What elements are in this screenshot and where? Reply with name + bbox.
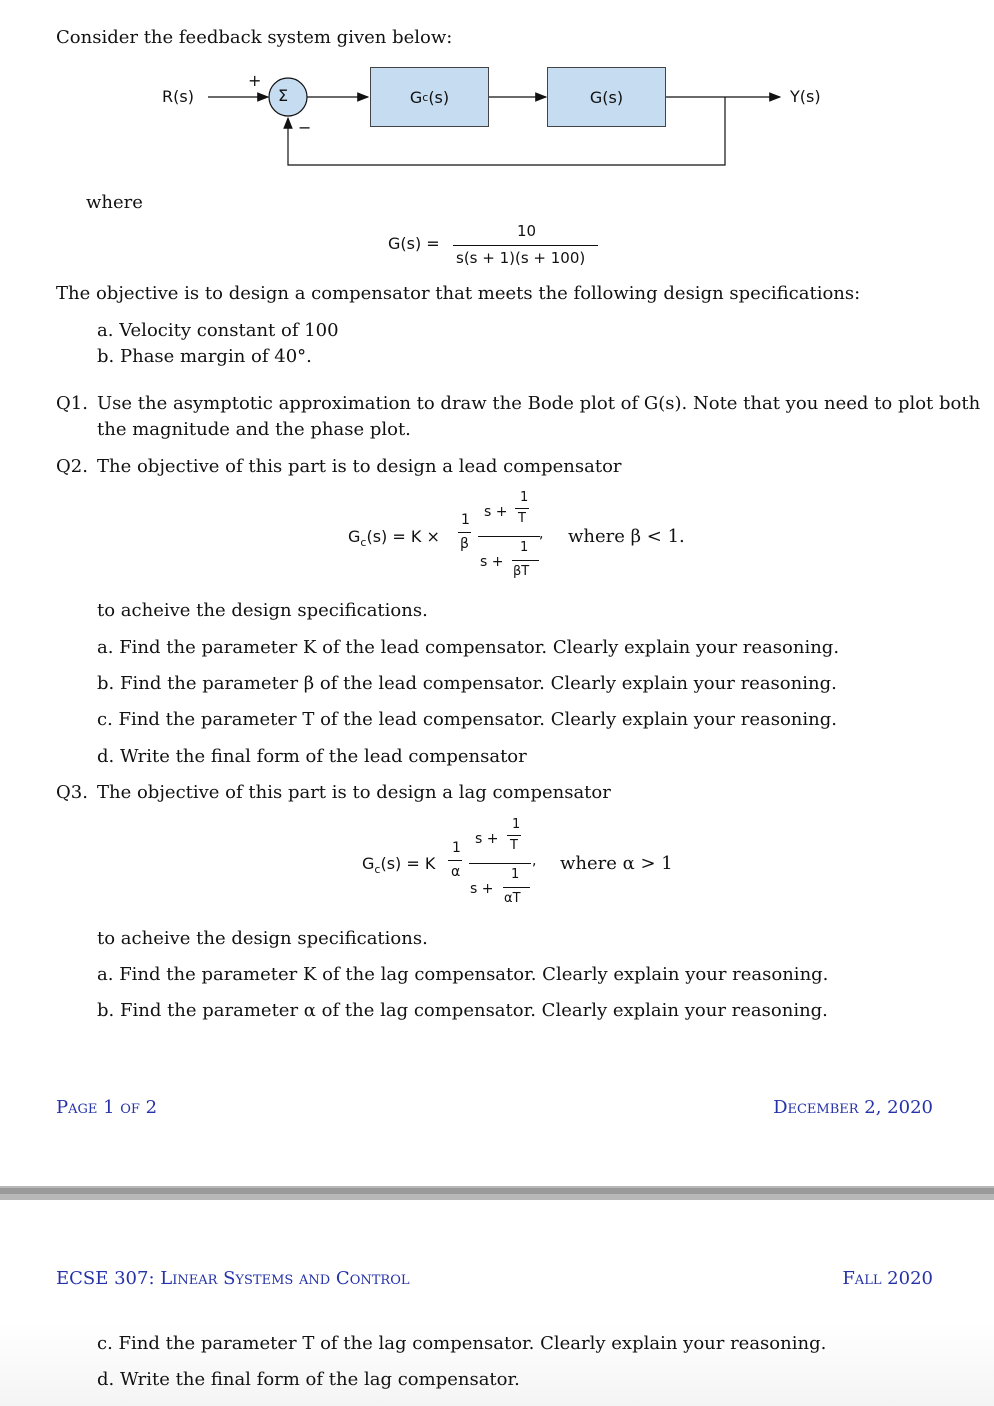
output-label: Y(s): [790, 87, 821, 106]
q1-mark: Q1.: [56, 393, 88, 414]
q1-line1: Use the asymptotic approximation to draw the Bode plot of G(s). Note that you need to plot both: [97, 393, 981, 414]
q3-mark: Q3.: [56, 782, 88, 803]
lead-main-bar: [478, 536, 540, 537]
spec-a: a. Velocity constant of 100: [97, 320, 339, 341]
lead-condition: where β < 1.: [568, 526, 685, 547]
objective-text: The objective is to design a compensator that meets the following design specifications:: [56, 283, 861, 304]
lag-den-alphaT: αT: [504, 891, 521, 906]
q2-item-c: c. Find the parameter T of the lead compensator. Clearly explain your reasoning.: [97, 709, 837, 730]
page-number: Page 1 of 2: [56, 1097, 158, 1118]
plant-denominator: s(s + 1)(s + 100): [456, 249, 586, 267]
lag-num-s: s +: [475, 831, 499, 847]
q3-after: to acheive the design specifications.: [97, 928, 428, 949]
term-header: Fall 2020: [842, 1268, 933, 1289]
q3-item-b: b. Find the parameter α of the lag compensator. Clearly explain your reasoning.: [97, 1000, 828, 1021]
lead-den-bar: [512, 560, 539, 561]
lead-inv-beta-bar: [458, 532, 471, 533]
lead-num-T: T: [518, 511, 526, 526]
lag-condition: where α > 1: [560, 853, 673, 874]
spec-b: b. Phase margin of 40°.: [97, 346, 312, 367]
lead-num-bar: [515, 508, 529, 509]
plant-label: G(s): [589, 87, 624, 107]
q3-text: The objective of this part is to design a lag compensator: [97, 782, 611, 803]
lag-inv-alpha-bar: [448, 860, 462, 861]
q3-item-c: c. Find the parameter T of the lag compensator. Clearly explain your reasoning.: [97, 1333, 827, 1354]
compensator-label: G c (s): [409, 87, 450, 107]
plant-lhs: G(s) =: [388, 234, 440, 253]
lag-comma: ,: [532, 853, 537, 869]
q2-item-d: d. Write the final form of the lead compensator: [97, 746, 527, 767]
lag-num-T: T: [510, 838, 518, 853]
lag-den-s: s +: [470, 881, 494, 897]
lag-lhs: $G_c(s) = K$: [362, 854, 436, 877]
lead-den-s: s +: [480, 554, 504, 570]
q1-line2: the magnitude and the phase plot.: [97, 419, 411, 440]
lag-num-one: 1: [512, 817, 521, 832]
q2-mark: Q2.: [56, 456, 88, 477]
plant-block: [547, 67, 666, 127]
lead-num-one: 1: [520, 490, 529, 505]
lag-den-one: 1: [511, 867, 520, 882]
lag-inv-alpha-den: α: [451, 864, 461, 880]
q2-item-b: b. Find the parameter β of the lead compensator. Clearly explain your reasoning.: [97, 673, 837, 694]
compensator-block: [370, 67, 489, 127]
lead-den-one: 1: [520, 540, 529, 555]
intro-text: Consider the feedback system given below:: [56, 27, 453, 48]
lead-inv-beta-den: β: [460, 536, 469, 552]
diagram-wires: [0, 50, 994, 230]
minus-sign: −: [298, 118, 312, 137]
page-separator: [0, 1186, 994, 1200]
plant-fraction-bar: [453, 245, 598, 246]
lead-num-s: s +: [484, 504, 508, 520]
lead-comma: ,: [539, 526, 544, 542]
lag-den-bar: [503, 887, 530, 888]
q2-text: The objective of this part is to design a lead compensator: [97, 456, 622, 477]
lead-inv-beta-num: 1: [461, 512, 470, 528]
where-label: where: [86, 192, 143, 213]
plant-numerator: 10: [517, 222, 537, 240]
page-date: December 2, 2020: [773, 1097, 933, 1118]
input-label: R(s): [162, 87, 194, 106]
sum-symbol: Σ: [278, 86, 289, 105]
lag-inv-alpha-num: 1: [452, 840, 461, 856]
lead-den-betaT: βT: [513, 564, 530, 579]
q2-after: to acheive the design specifications.: [97, 600, 428, 621]
q3-item-d: d. Write the final form of the lag compensator.: [97, 1369, 520, 1390]
plus-sign: +: [248, 71, 262, 90]
lag-main-bar: [469, 863, 531, 864]
q3-item-a: a. Find the parameter K of the lag compensator. Clearly explain your reasoning.: [97, 964, 829, 985]
lag-num-bar: [507, 835, 521, 836]
lead-lhs: $G_c(s) = K$ ×: [348, 527, 440, 550]
course-header: ECSE 307: Linear Systems and Control: [56, 1268, 410, 1289]
q2-item-a: a. Find the parameter K of the lead compensator. Clearly explain your reasoning.: [97, 637, 840, 658]
